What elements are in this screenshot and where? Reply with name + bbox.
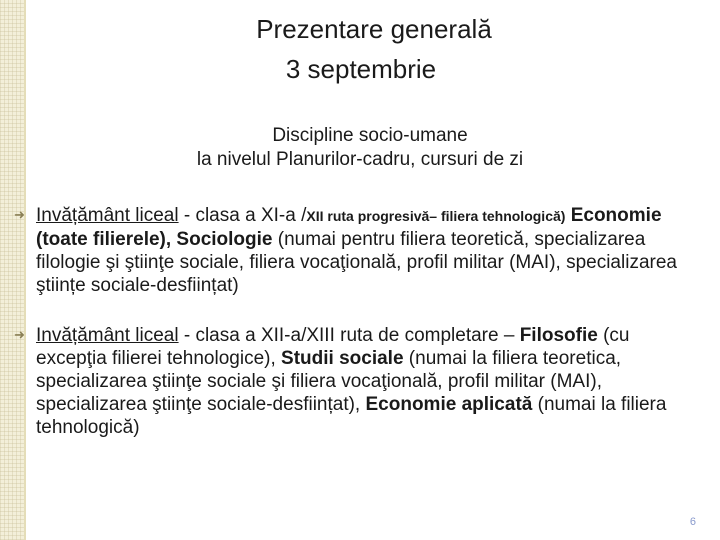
para2-bold-filosofie: Filosofie [519,325,598,346]
para1-text2: (numai pentru filiera teoretică, specializarea filologie şi ştiinţe sociale, filiera vocaţională, profil militar (MAI), specializarea ştiințe sociale-desființat) [36,229,677,296]
subtitle-line1: Discipline socio-umane [272,125,468,146]
para1-small-note: XII ruta progresivă– filiera tehnologică) [306,208,566,224]
bullet-arrow-icon: ➜ [14,207,25,222]
bullet-arrow-icon: ➜ [14,327,25,342]
para2-text2: (cu excepţia filierei tehnologice), [36,325,630,369]
slide-title-line1: Prezentare generală [256,14,492,44]
para1-bold-disciplines: Economie (toate filierele), Sociologie [36,205,662,250]
bullet-paragraph-1 [14,204,686,297]
para2-lead: Invățământ liceal [36,325,179,346]
subtitle-line2: la nivelul Planurilor-cadru, cursuri de zi [196,149,524,170]
para1-text1: - clasa a XI-a / [178,205,307,226]
para2-text1: - clasa a XII-a/XIII ruta de completare – [178,325,520,346]
para2-text4: (numai la filiera tehnologică) [36,394,667,438]
para2-text3: (numai la filiera teoretica, specializarea ştiinţe sociale şi filiera vocaţională, profil militar (MAI), specializarea ştiinţe sociale-desființat), [36,348,622,415]
para1-lead: Invățământ liceal [36,205,179,226]
bullet-paragraph-2 [14,324,686,439]
para2-bold-economie-aplicata: Economie aplicată [365,394,533,415]
para2-bold-studii-sociale: Studii sociale [281,348,404,369]
slide-title-line2: 3 septembrie [285,54,437,84]
page-number: 6 [689,516,696,528]
